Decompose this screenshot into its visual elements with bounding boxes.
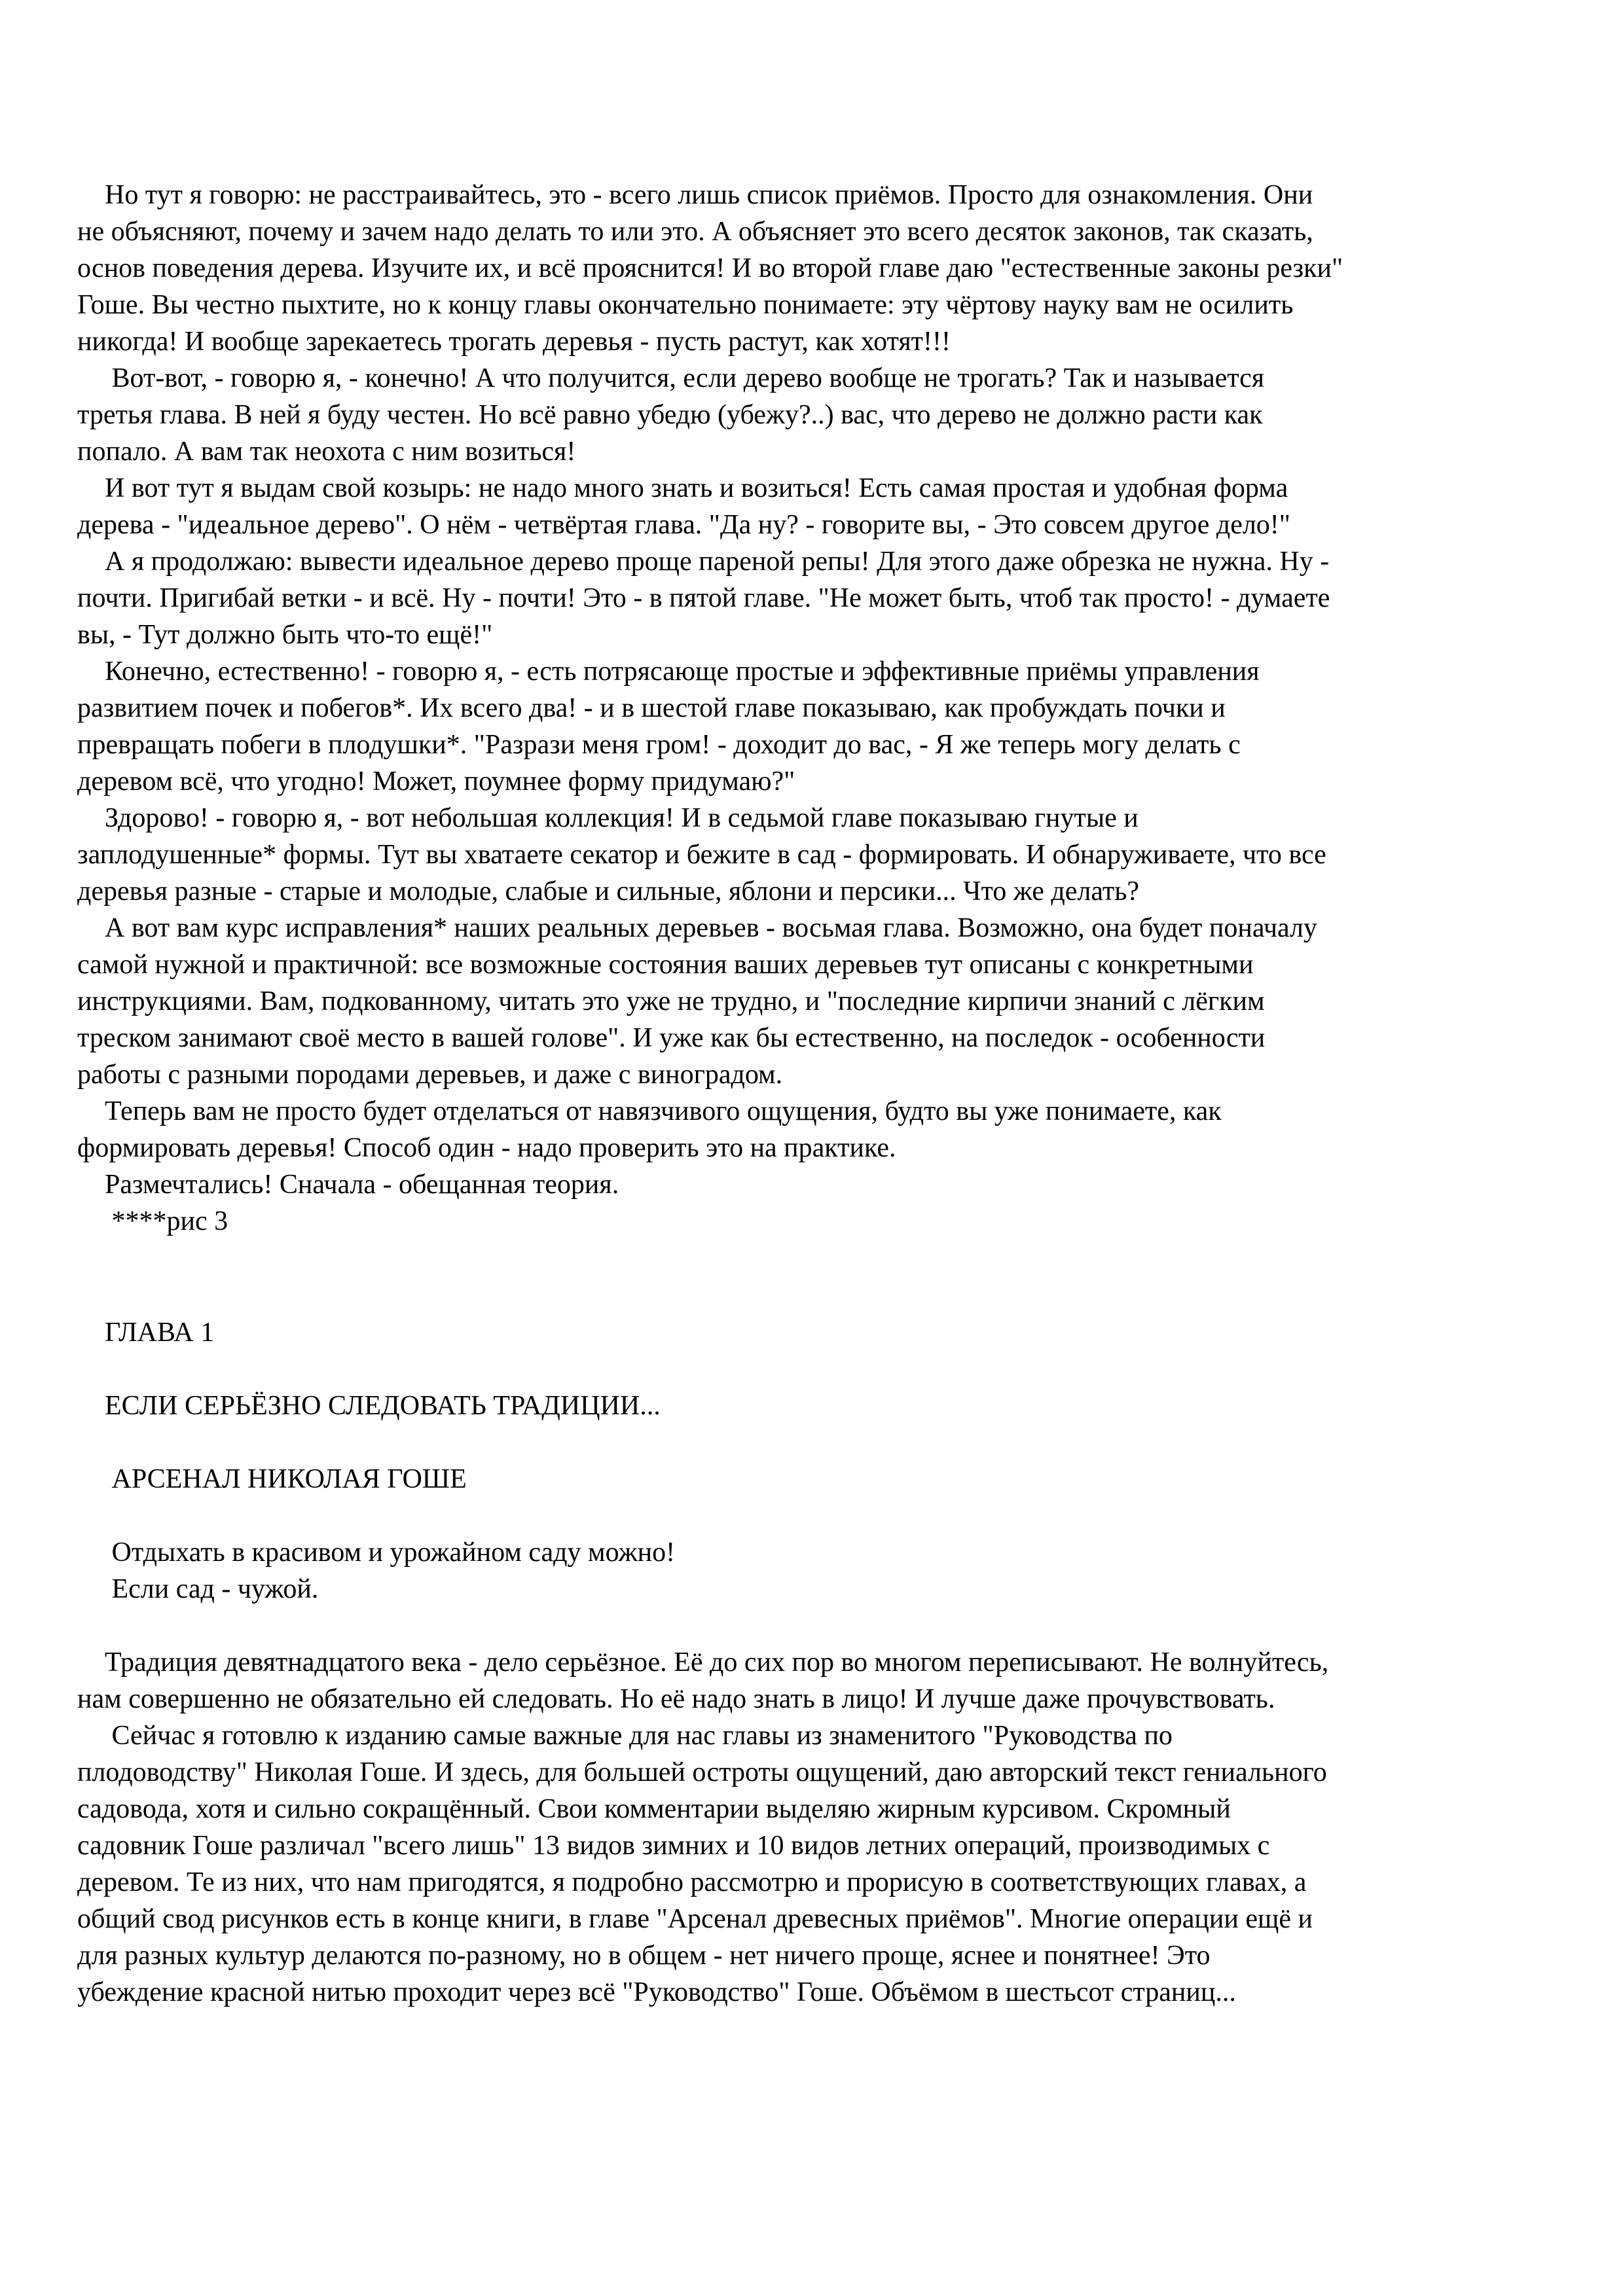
body-line: садовник Гоше различал "всего лишь" 13 видов зимних и 10 видов летних операций, производимых с — [77, 1831, 1270, 1861]
body-line: садовода, хотя и сильно сокращённый. Свои комментарии выделяю жирным курсивом. Скромный — [77, 1794, 1231, 1824]
intro-line: инструкциями. Вам, подкованному, читать это уже не трудно, и "последние кирпичи знаний с лёгким — [77, 986, 1265, 1016]
intro-line: треском занимают своё место в вашей голове". И уже как бы естественно, на последок - особенности — [77, 1023, 1266, 1053]
intro-line: деревья разные - старые и молодые, слабые и сильные, яблони и персики... Что же делать? — [77, 876, 1140, 906]
intro-line: Но тут я говорю: не расстраивайтесь, это - всего лишь список приёмов. Просто для ознакомления. Они — [77, 180, 1313, 210]
intro-line: А вот вам курс исправления* наших реальных деревьев - восьмая глава. Возможно, она будет поначалу — [77, 913, 1317, 943]
chapter-label: ГЛАВА 1 — [77, 1318, 215, 1348]
intro-line: заплодушенные* формы. Тут вы хватаете секатор и бежите в сад - формировать. И обнаруживаете, что все — [77, 840, 1326, 870]
intro-line: развитием почек и побегов*. Их всего два! - и в шестой главе показываю, как пробуждать почки и — [77, 693, 1226, 723]
intro-line: основ поведения дерева. Изучите их, и всё прояснится! И во второй главе даю "естественные законы резки" — [77, 253, 1343, 283]
intro-line: Гоше. Вы честно пыхтите, но к концу главы окончательно понимаете: эту чёртову науку вам не осилить — [77, 290, 1294, 320]
intro-line: почти. Пригибай ветки - и всё. Ну - почти! Это - в пятой главе. "Не может быть, чтоб так просто! - думаете — [77, 583, 1330, 613]
chapter-title: ЕСЛИ СЕРЬЁЗНО СЛЕДОВАТЬ ТРАДИЦИИ... — [77, 1391, 661, 1421]
intro-line: И вот тут я выдам свой козырь: не надо много знать и возиться! Есть самая простая и удобная форма — [77, 473, 1288, 503]
intro-line: попало. А вам так неохота с ним возиться! — [77, 437, 576, 467]
section-title: АРСЕНАЛ НИКОЛАЯ ГОШЕ — [77, 1464, 467, 1494]
body-line: деревом. Те из них, что нам пригодятся, я подробно рассмотрю и прорисую в соответствующих главах, а — [77, 1867, 1307, 1897]
intro-line: третья глава. В ней я буду честен. Но всё равно убедю (убежу?..) вас, что дерево не должно расти как — [77, 400, 1263, 430]
intro-line: А я продолжаю: вывести идеальное дерево проще пареной репы! Для этого даже обрезка не нужна. Ну - — [77, 547, 1330, 577]
intro-line: Здорово! - говорю я, - вот небольшая коллекция! И в седьмой главе показываю гнутые и — [77, 803, 1139, 833]
intro-line: не объясняют, почему и зачем надо делать то или это. А объясняет это всего десяток законов, так сказать, — [77, 217, 1313, 247]
intro-line: дерева - "идеальное дерево". О нём - четвёртая глава. "Да ну? - говорите вы, - Это совсем другое дело!" — [77, 510, 1290, 540]
intro-line: Размечтались! Сначала - обещанная теория. — [77, 1170, 619, 1200]
body-line: Сейчас я готовлю к изданию самые важные для нас главы из знаменитого "Руководства по — [77, 1721, 1173, 1751]
body-line: нам совершенно не обязательно ей следовать. Но её надо знать в лицо! И лучше даже прочувствовать. — [77, 1684, 1275, 1714]
intro-line: деревом всё, что угодно! Может, поумнее форму придумаю?" — [77, 766, 795, 797]
figure-reference: ****рис 3 — [77, 1206, 228, 1236]
body-line: убеждение красной нитью проходит через всё "Руководство" Гоше. Объёмом в шестьсот страниц... — [77, 1977, 1236, 2007]
body-line: плодоводству" Николая Гоше. И здесь, для большей остроты ощущений, даю авторский текст гениального — [77, 1757, 1327, 1787]
body-line: для разных культур делаются по-разному, но в общем - нет ничего проще, яснее и понятнее! Это — [77, 1941, 1211, 1971]
intro-line: Конечно, естественно! - говорю я, - есть потрясающе простые и эффективные приёмы управления — [77, 656, 1260, 687]
epigraph-line: Если сад - чужой. — [77, 1574, 319, 1604]
intro-line: вы, - Тут должно быть что-то ещё!" — [77, 620, 493, 650]
intro-line: работы с разными породами деревьев, и даже с виноградом. — [77, 1060, 783, 1090]
body-line: Традиция девятнадцатого века - дело серьёзное. Её до сих пор во многом переписывают. Не волнуйтесь, — [77, 1647, 1329, 1677]
intro-line: Теперь вам не просто будет отделаться от навязчивого ощущения, будто вы уже понимаете, как — [77, 1096, 1222, 1126]
intro-line: никогда! И вообще зарекаетесь трогать деревья - пусть растут, как хотят!!! — [77, 327, 951, 357]
intro-line: самой нужной и практичной: все возможные состояния ваших деревьев тут описаны с конкретными — [77, 950, 1254, 980]
epigraph-line: Отдыхать в красивом и урожайном саду можно! — [77, 1537, 676, 1568]
intro-line: Вот-вот, - говорю я, - конечно! А что получится, если дерево вообще не трогать? Так и называется — [77, 363, 1265, 393]
intro-line: формировать деревья! Способ один - надо проверить это на практике. — [77, 1133, 896, 1163]
body-line: общий свод рисунков есть в конце книги, в главе "Арсенал древесных приёмов". Многие операции ещё и — [77, 1904, 1313, 1934]
intro-line: превращать побеги в плодушки*. "Разрази меня гром! - доходит до вас, - Я же теперь могу делать с — [77, 730, 1241, 760]
